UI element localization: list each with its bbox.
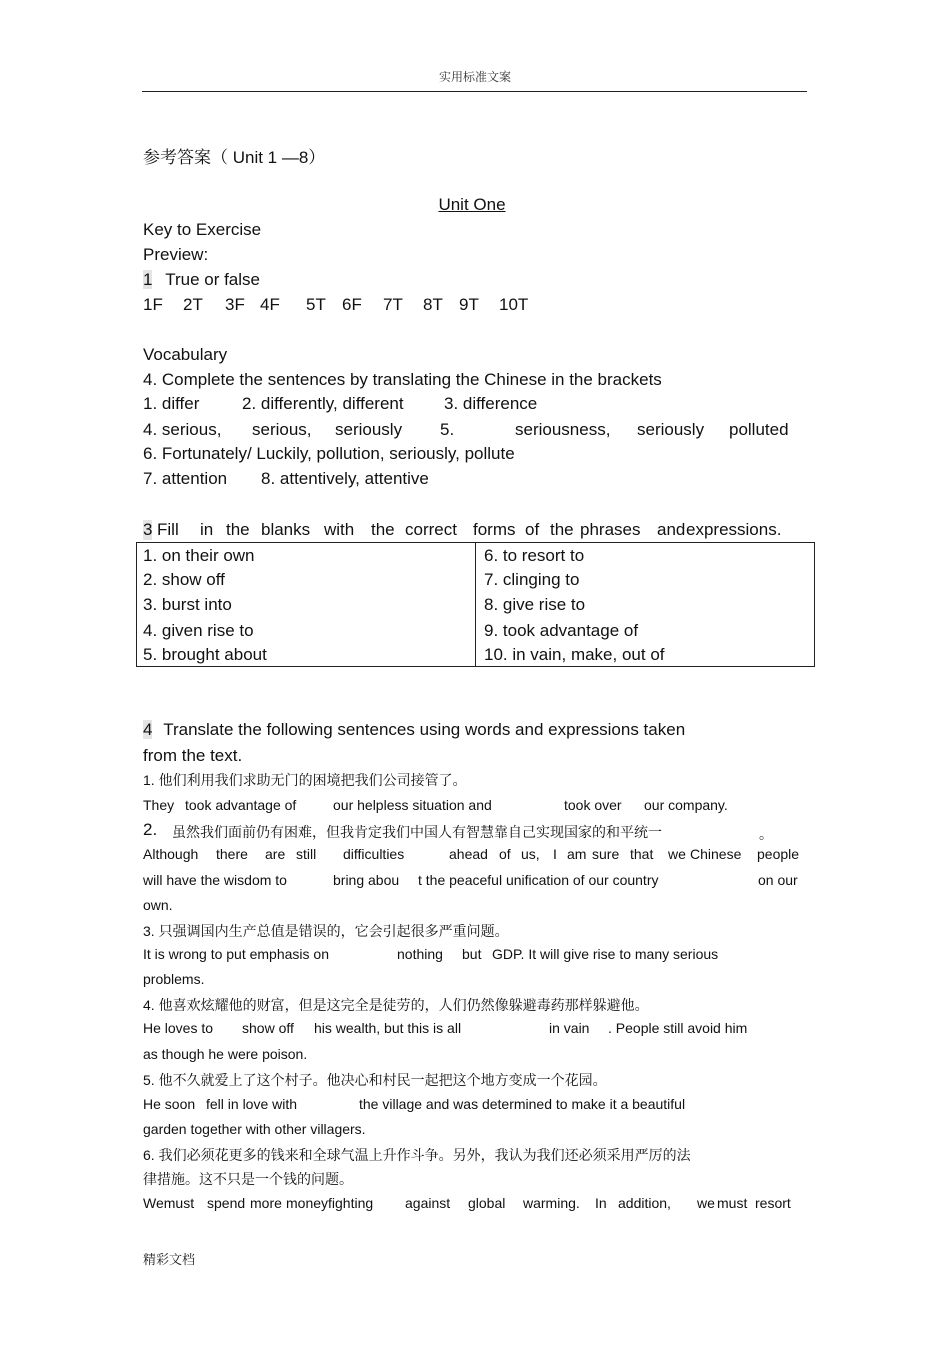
section4-heading <box>143 720 685 740</box>
vocab-line: 6. Fortunately/ Luckily, pollution, seriously, pollute <box>143 444 515 463</box>
translation-english: garden together with other villagers. <box>143 1121 366 1137</box>
translation-fragment: of <box>499 846 511 862</box>
page-footer: 精彩文档 <box>143 1252 196 1267</box>
translation-fragment: In <box>595 1195 607 1211</box>
table-cell: 8. give rise to <box>484 595 586 614</box>
unit-title-text: Unit One <box>438 195 506 214</box>
table-cell: 3. burst into <box>143 595 232 614</box>
table-cell: 7. clinging to <box>484 570 580 589</box>
table-cell: 10. in vain, make, out of <box>484 645 665 664</box>
vocab-answer: 1. differ <box>143 394 200 413</box>
translation-english: own. <box>143 897 173 913</box>
translation-fragment: global <box>468 1195 506 1211</box>
tf-answer: 10T <box>499 295 529 314</box>
translation-fragment: our helpless situation and <box>333 797 492 813</box>
translation-fragment: They <box>143 797 175 813</box>
vocab-instruction: 4. Complete the sentences by translating the Chinese in the brackets <box>143 370 662 389</box>
translation-fragment: show off <box>242 1020 294 1036</box>
translation-fragment: are <box>265 846 286 862</box>
translation-fragment: will have the wisdom to <box>143 872 287 888</box>
heading-word: forms <box>473 520 516 539</box>
translation-fragment: people <box>757 846 800 862</box>
heading-word: Fill <box>157 520 179 539</box>
translation-fragment: on our <box>758 872 798 888</box>
translation-fragment: took advantage of <box>185 797 297 813</box>
vocab-answer: 5. <box>440 420 455 439</box>
heading-word: correct <box>405 520 457 539</box>
translation-chinese: 4. 他喜欢炫耀他的财富，但是这完全是徒劳的，人们仍然像躲避毒药那样躲避他。 <box>143 997 649 1013</box>
translation-fragment: that <box>630 846 654 862</box>
translation-english: problems. <box>143 971 205 987</box>
translation-fragment: It is wrong to put emphasis on <box>143 946 329 962</box>
table-cell: 2. show off <box>143 570 225 589</box>
vocab-answer: 2. differently, different <box>242 394 404 413</box>
translation-chinese: 律措施。这不只是一个钱的问题。 <box>143 1171 353 1187</box>
heading-word: the <box>371 520 395 539</box>
translation-fragment: I <box>553 846 557 862</box>
table-cell: 4. given rise to <box>143 621 254 640</box>
translation-fragment: there <box>216 846 248 862</box>
translation-fragment: resort <box>755 1195 791 1211</box>
page-header: 实用标准文案 <box>438 70 511 84</box>
section4-number: 4 <box>143 720 153 739</box>
section1-heading <box>143 270 260 290</box>
translation-fragment: He loves to <box>143 1020 214 1036</box>
translation-fragment: we <box>697 1195 715 1211</box>
translation-fragment: his wealth, but this is all <box>314 1020 462 1036</box>
translation-fragment: Chinese <box>690 846 742 862</box>
translation-fragment: bring abou <box>333 872 400 888</box>
table-divider <box>475 543 476 666</box>
translation-fragment: still <box>296 846 317 862</box>
translation-number: 2. <box>143 820 158 839</box>
unit-title <box>0 195 950 215</box>
tf-answer: 9T <box>459 295 479 314</box>
translation-fragment: we <box>668 846 686 862</box>
translation-fragment: 虽然我们面前仍有困难，但我肯定我们中国人有智慧靠自己实现国家的和平统一 <box>172 824 662 840</box>
translation-fragment: in vain <box>549 1020 590 1036</box>
vocab-answer: 7. attention <box>143 469 228 488</box>
translation-fragment: . People still avoid him <box>608 1020 748 1036</box>
translation-fragment: ahead <box>449 846 488 862</box>
vocab-answer: serious, <box>252 420 312 439</box>
translation-chinese: 1. 他们利用我们求助无门的困境把我们公司接管了。 <box>143 772 467 788</box>
tf-answer: 3F <box>225 295 245 314</box>
translation-fragment: the village and was determined to make it a beautiful <box>359 1096 686 1112</box>
translation-fragment: sure <box>592 846 620 862</box>
translation-fragment: Although <box>143 846 199 862</box>
translation-fragment: t the peaceful unification of our country <box>418 872 659 888</box>
translation-fragment: took over <box>564 797 622 813</box>
table-cell: 6. to resort to <box>484 546 585 565</box>
translation-fragment: 。 <box>759 826 773 842</box>
tf-answer: 2T <box>183 295 203 314</box>
translation-english: as though he were poison. <box>143 1046 308 1062</box>
tf-answer: 4F <box>260 295 280 314</box>
vocab-answer: seriousness, <box>515 420 611 439</box>
phrases-table <box>136 542 815 667</box>
translation-fragment: GDP. It will give rise to many serious <box>492 946 719 962</box>
section1-label: True or false <box>165 270 260 289</box>
translation-fragment: Wemust <box>143 1195 195 1211</box>
translation-fragment: nothing <box>397 946 443 962</box>
vocab-answer: 3. difference <box>444 394 538 413</box>
heading-word: phrases <box>580 520 641 539</box>
translation-fragment: more <box>250 1195 282 1211</box>
translation-fragment: but <box>462 946 482 962</box>
vocabulary-heading: Vocabulary <box>143 345 228 364</box>
translation-chinese: 3. 只强调国内生产总值是错误的，它会引起很多严重问题。 <box>143 923 509 939</box>
translation-chinese: 6. 我们必须花更多的钱来和全球气温上升作斗争。另外，我认为我们还必须采用严厉的法 <box>143 1147 691 1163</box>
tf-answer: 8T <box>423 295 443 314</box>
translation-fragment: our company. <box>644 797 728 813</box>
section4-label: Translate the following sentences using words and expressions taken <box>163 720 686 739</box>
translation-fragment: must <box>717 1195 748 1211</box>
vocab-answer: polluted <box>729 420 789 439</box>
section4-heading-cont: from the text. <box>143 746 243 765</box>
heading-word: of <box>525 520 540 539</box>
table-cell: 5. brought about <box>143 645 267 664</box>
tf-answer: 1F <box>143 295 163 314</box>
translation-fragment: against <box>405 1195 451 1211</box>
heading-word: with <box>324 520 355 539</box>
tf-answer: 6F <box>342 295 362 314</box>
translation-fragment: difficulties <box>343 846 405 862</box>
tf-answer: 5T <box>306 295 326 314</box>
translation-fragment: am <box>567 846 587 862</box>
heading-word: blanks <box>261 520 311 539</box>
header-rule <box>142 91 807 92</box>
vocab-answer: 8. attentively, attentive <box>261 469 429 488</box>
key-heading: Key to Exercise <box>143 220 262 239</box>
heading-word: and <box>657 520 686 539</box>
translation-fragment: moneyfighting <box>286 1195 374 1211</box>
heading-word: the <box>550 520 574 539</box>
heading-word: in <box>200 520 214 539</box>
heading-word: expressions. <box>686 520 782 539</box>
vocab-answer: seriously <box>637 420 705 439</box>
table-cell: 1. on their own <box>143 546 255 565</box>
vocab-answer: 4. serious, <box>143 420 222 439</box>
table-cell: 9. took advantage of <box>484 621 639 640</box>
heading-word: the <box>226 520 250 539</box>
translation-fragment: fell in love with <box>206 1096 298 1112</box>
translation-fragment: us, <box>521 846 540 862</box>
translation-fragment: warming. <box>523 1195 580 1211</box>
preview-label: Preview: <box>143 245 209 264</box>
vocab-answer: seriously <box>335 420 403 439</box>
translation-chinese: 5. 他不久就爱上了这个村子。他决心和村民一起把这个地方变成一个花园。 <box>143 1072 607 1088</box>
section1-number: 1 <box>143 270 153 289</box>
translation-fragment: addition, <box>618 1195 671 1211</box>
document-title: 参考答案（ Unit 1 —8） <box>143 148 326 167</box>
translation-fragment: spend <box>207 1195 246 1211</box>
translation-fragment: He soon <box>143 1096 196 1112</box>
section3-number: 3 <box>143 520 153 539</box>
tf-answer: 7T <box>383 295 403 314</box>
